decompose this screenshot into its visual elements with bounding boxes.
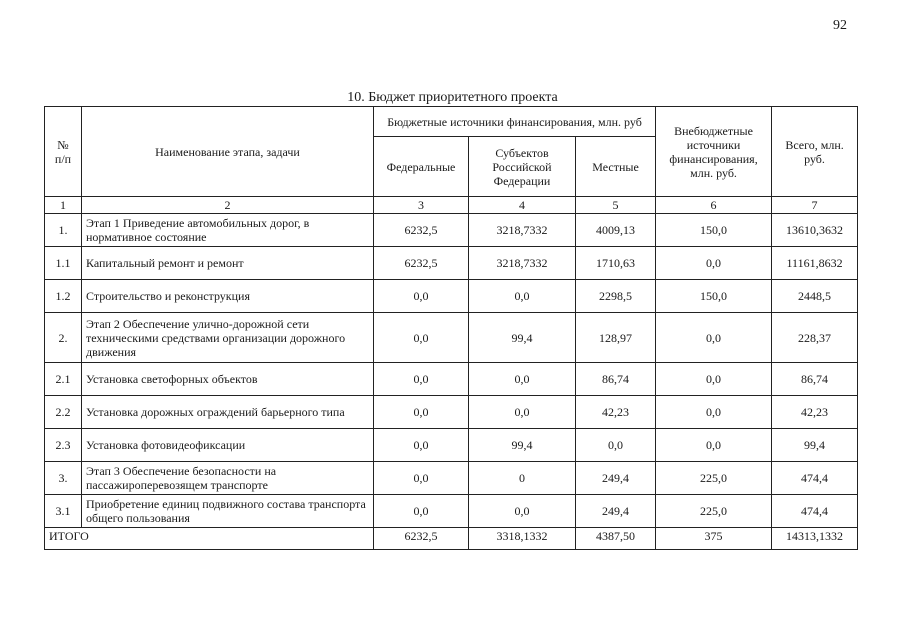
total-row [45, 528, 858, 550]
row-extra: 225,0 [656, 495, 772, 528]
row-local: 86,74 [576, 363, 656, 396]
row-num: 1.2 [45, 280, 82, 313]
row-extra: 0,0 [656, 429, 772, 462]
row-federal: 0,0 [374, 429, 469, 462]
total-total: 14313,1332 [772, 528, 858, 550]
total-extra: 375 [656, 528, 772, 550]
table-row [45, 247, 858, 280]
table-row [45, 462, 858, 495]
row-local: 2298,5 [576, 280, 656, 313]
header-extra-budget: Внебюджетные источники финансирования, млн. руб. [656, 107, 772, 197]
table-row [45, 495, 858, 528]
table-row [45, 214, 858, 247]
table-row [45, 313, 858, 363]
row-extra: 150,0 [656, 280, 772, 313]
row-name: Этап 1 Приведение автомобильных дорог, в нормативное состояние [82, 214, 374, 247]
column-number: 3 [374, 197, 469, 214]
column-number: 6 [656, 197, 772, 214]
row-subjects: 0,0 [469, 495, 576, 528]
budget-table [44, 106, 858, 550]
header-total: Всего, млн. руб. [772, 107, 858, 197]
row-subjects: 0 [469, 462, 576, 495]
table-row [45, 429, 858, 462]
total-federal: 6232,5 [374, 528, 469, 550]
table-title: 10. Бюджет приоритетного проекта [347, 90, 558, 105]
row-name: Установка фотовидеофиксации [82, 429, 374, 462]
row-total: 228,37 [772, 313, 858, 363]
row-name: Этап 3 Обеспечение безопасности на пассажироперевозящем транспорте [82, 462, 374, 495]
header-num: № п/п [45, 107, 82, 197]
header-row-1 [45, 107, 858, 137]
header-subjects: Субъектов Российской Федерации [469, 137, 576, 197]
row-local: 4009,13 [576, 214, 656, 247]
column-number-row [45, 197, 858, 214]
row-name: Строительство и реконструкция [82, 280, 374, 313]
row-federal: 0,0 [374, 363, 469, 396]
row-name: Капитальный ремонт и ремонт [82, 247, 374, 280]
row-subjects: 0,0 [469, 280, 576, 313]
row-extra: 0,0 [656, 247, 772, 280]
row-federal: 6232,5 [374, 247, 469, 280]
row-subjects: 0,0 [469, 363, 576, 396]
row-num: 1.1 [45, 247, 82, 280]
row-name: Установка дорожных ограждений барьерного типа [82, 396, 374, 429]
header-budget-group: Бюджетные источники финансирования, млн. руб [374, 107, 656, 137]
row-num: 1. [45, 214, 82, 247]
row-local: 128,97 [576, 313, 656, 363]
row-subjects: 99,4 [469, 429, 576, 462]
header-local: Местные [576, 137, 656, 197]
table-row [45, 363, 858, 396]
column-number: 1 [45, 197, 82, 214]
row-total: 86,74 [772, 363, 858, 396]
table-row [45, 396, 858, 429]
row-total: 13610,3632 [772, 214, 858, 247]
row-local: 249,4 [576, 462, 656, 495]
row-federal: 0,0 [374, 396, 469, 429]
row-total: 474,4 [772, 462, 858, 495]
row-federal: 6232,5 [374, 214, 469, 247]
row-local: 42,23 [576, 396, 656, 429]
row-extra: 0,0 [656, 396, 772, 429]
table-row [45, 280, 858, 313]
row-extra: 225,0 [656, 462, 772, 495]
row-name: Приобретение единиц подвижного состава транспорта общего пользования [82, 495, 374, 528]
row-local: 1710,63 [576, 247, 656, 280]
column-number: 4 [469, 197, 576, 214]
row-num: 3.1 [45, 495, 82, 528]
row-local: 249,4 [576, 495, 656, 528]
row-total: 474,4 [772, 495, 858, 528]
row-subjects: 3218,7332 [469, 214, 576, 247]
row-num: 3. [45, 462, 82, 495]
header-federal: Федеральные [374, 137, 469, 197]
header-name: Наименование этапа, задачи [82, 107, 374, 197]
row-total: 11161,8632 [772, 247, 858, 280]
total-subjects: 3318,1332 [469, 528, 576, 550]
row-extra: 0,0 [656, 363, 772, 396]
row-total: 99,4 [772, 429, 858, 462]
row-subjects: 0,0 [469, 396, 576, 429]
row-name: Этап 2 Обеспечение улично-дорожной сети техническими средствами организации дорожного движения [82, 313, 374, 363]
row-federal: 0,0 [374, 280, 469, 313]
row-num: 2.3 [45, 429, 82, 462]
row-total: 2448,5 [772, 280, 858, 313]
row-extra: 0,0 [656, 313, 772, 363]
row-total: 42,23 [772, 396, 858, 429]
column-number: 5 [576, 197, 656, 214]
row-subjects: 99,4 [469, 313, 576, 363]
row-federal: 0,0 [374, 495, 469, 528]
row-extra: 150,0 [656, 214, 772, 247]
column-number: 7 [772, 197, 858, 214]
row-num: 2.1 [45, 363, 82, 396]
row-subjects: 3218,7332 [469, 247, 576, 280]
total-local: 4387,50 [576, 528, 656, 550]
page-number: 92 [833, 18, 847, 33]
row-local: 0,0 [576, 429, 656, 462]
column-number: 2 [82, 197, 374, 214]
row-name: Установка светофорных объектов [82, 363, 374, 396]
total-label: ИТОГО [45, 528, 374, 550]
row-federal: 0,0 [374, 462, 469, 495]
row-num: 2.2 [45, 396, 82, 429]
row-federal: 0,0 [374, 313, 469, 363]
row-num: 2. [45, 313, 82, 363]
